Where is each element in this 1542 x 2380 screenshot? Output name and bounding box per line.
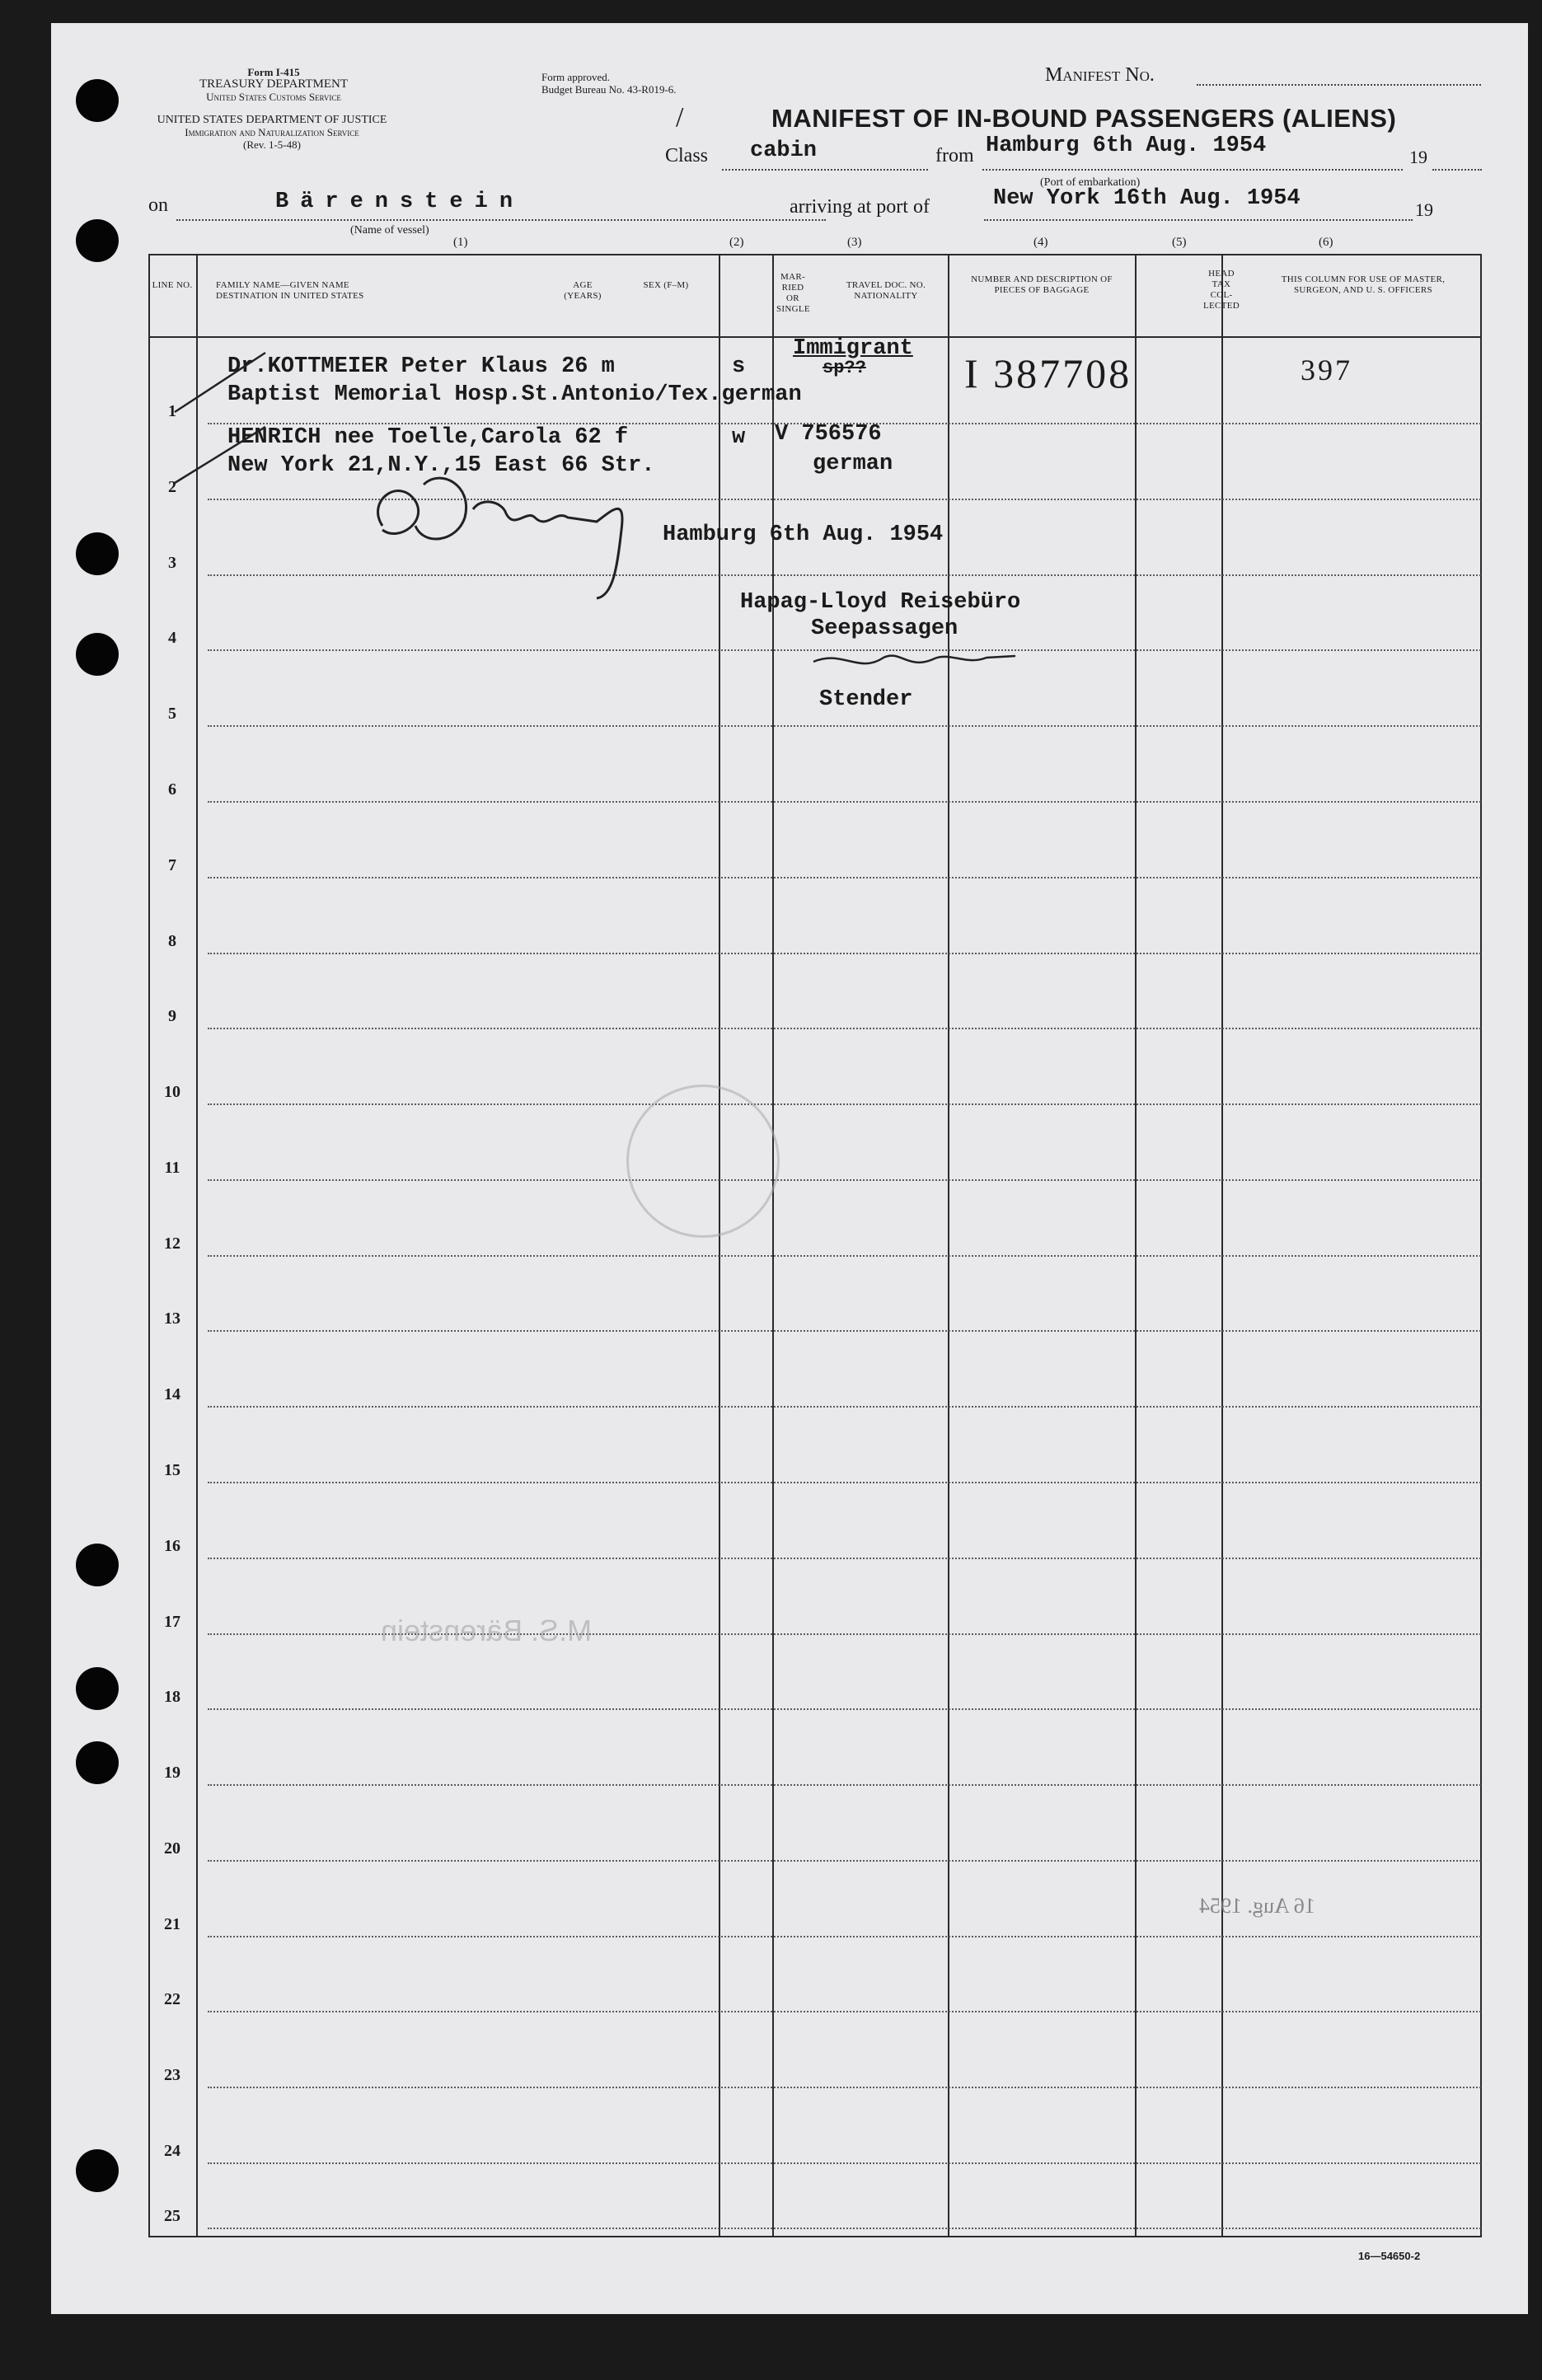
passenger-2-doc: V 756576: [775, 422, 882, 447]
line-number: 16: [164, 1537, 180, 1555]
agent-place-date: Hamburg 6th Aug. 1954: [663, 522, 944, 547]
row-rule: [208, 2228, 1481, 2229]
year-prefix-2: 19: [1415, 199, 1433, 220]
table-bottom-border: [148, 2236, 1482, 2237]
married-divider: [772, 254, 774, 2237]
arrival-value: New York 16th Aug. 1954: [993, 186, 1301, 211]
line-number: 11: [164, 1159, 180, 1177]
row-rule: [208, 1028, 1481, 1029]
row-rule: [208, 1255, 1481, 1257]
col-travel-doc: [824, 280, 948, 302]
customs-service: United States Customs Service: [206, 91, 341, 103]
row-rule: [208, 1558, 1481, 1559]
row-rule: [208, 953, 1481, 954]
col-head-tax: HEAD TAX COL-LECTED: [1203, 269, 1240, 311]
name-divider: [719, 254, 720, 2237]
punch-hole: [76, 532, 119, 575]
col-nationality-label: NATIONALITY: [854, 291, 918, 301]
line-number: 19: [164, 1764, 180, 1782]
signature: [349, 452, 663, 616]
punch-hole: [76, 1667, 119, 1710]
col-travel-doc-label: TRAVEL DOC. NO.: [846, 280, 926, 290]
row-rule: [208, 1103, 1481, 1105]
punch-hole: [76, 633, 119, 676]
line-number: 17: [164, 1613, 180, 1631]
passenger-2-marital: w: [732, 425, 746, 450]
line-no-divider: [196, 254, 198, 2237]
form-approved: Form approved.: [541, 71, 611, 83]
from-value: Hamburg 6th Aug. 1954: [986, 134, 1267, 158]
punch-hole: [76, 2149, 119, 2192]
column-number: (5): [1172, 236, 1187, 249]
justice-department: UNITED STATES DEPARTMENT OF JUSTICE: [157, 114, 387, 126]
punch-hole: [76, 1544, 119, 1586]
line-number: 7: [168, 856, 176, 874]
row-rule: [208, 801, 1481, 803]
table-right-border: [1480, 254, 1482, 2237]
port-embarkation-caption: (Port of embarkation): [1040, 176, 1141, 189]
passenger-2-destination: New York 21,N.Y.,15 East 66 Str.: [227, 453, 655, 478]
line-number: 25: [164, 2207, 180, 2225]
row-rule: [208, 1784, 1481, 1786]
column-number: (1): [453, 236, 468, 249]
line-number: 22: [164, 1990, 180, 2008]
line-number: 3: [168, 554, 176, 572]
agent-initials: [809, 641, 1024, 682]
table-top-border: [148, 254, 1482, 255]
class-value: cabin: [750, 138, 818, 163]
agent-company: Hapag-Lloyd Reisebüro: [740, 590, 1021, 615]
line-number: 24: [164, 2142, 180, 2160]
line-number: 20: [164, 1839, 180, 1858]
year-line: [1432, 169, 1482, 171]
vessel-name: Bärenstein: [275, 190, 525, 214]
row-rule: [208, 2087, 1481, 2088]
col-line-no: LINE NO.: [152, 280, 193, 290]
col-family-name: [216, 280, 364, 302]
line-number: 21: [164, 1915, 180, 1933]
from-line: [982, 169, 1403, 171]
line-number: 5: [168, 705, 176, 723]
line-number: 1: [168, 402, 176, 420]
ins-service: Immigration and Naturalization Service: [185, 126, 359, 138]
budget-bureau: Budget Bureau No. 43-R019-6.: [541, 83, 677, 96]
row-rule: [208, 725, 1481, 727]
form-footer-code: 16—54650-2: [1358, 2250, 1421, 2262]
col-officers: THIS COLUMN FOR USE OF MASTER, SURGEON, AND U. S. OFFICERS: [1281, 274, 1446, 295]
head-tax-divider: [1221, 254, 1223, 2237]
col-family-name-label: FAMILY NAME—GIVEN NAME: [216, 280, 349, 290]
passenger-2-name: HENRICH nee Toelle,Carola 62 f: [227, 425, 629, 450]
budget-block: [541, 71, 756, 96]
cancellation-marks: [166, 336, 315, 501]
column-number: (3): [847, 236, 862, 249]
row-rule: [208, 1179, 1481, 1181]
punch-hole: [76, 1741, 119, 1784]
agent-name: Stender: [819, 687, 913, 712]
manifest-no-label: Manifest No.: [1045, 64, 1155, 86]
line-number: 13: [164, 1309, 180, 1328]
from-label: from: [935, 145, 974, 166]
passenger-1-doc: Immigrant: [793, 336, 913, 361]
row-rule: [208, 2011, 1481, 2012]
passenger-1-marital: s: [732, 354, 746, 379]
column-number: (6): [1319, 236, 1333, 249]
vessel-caption: (Name of vessel): [350, 224, 429, 237]
punch-hole: [76, 219, 119, 262]
col-age: AGE (YEARS): [564, 280, 602, 301]
bleed-round-stamp: [626, 1085, 780, 1238]
line-number: 9: [168, 1007, 176, 1025]
column-number: (2): [729, 236, 744, 249]
line-number: 12: [164, 1235, 180, 1253]
row-rule: [208, 877, 1481, 878]
bleed-vessel-ghost: M.S. Bärenstein: [381, 1614, 593, 1647]
line-number: 18: [164, 1688, 180, 1706]
form-number: Form I-415: [247, 66, 300, 78]
row-rule: [208, 1406, 1481, 1408]
line-number: 6: [168, 780, 176, 799]
revision: (Rev. 1-5-48): [243, 138, 301, 151]
passenger-1-destination: Baptist Memorial Hosp.St.Antonio/Tex.german: [227, 382, 802, 407]
line-number: 8: [168, 932, 176, 950]
passenger-1-officer-mark: 397: [1301, 354, 1352, 387]
line-number: 14: [164, 1385, 180, 1403]
row-rule: [208, 1482, 1481, 1483]
manifest-no-line: [1197, 84, 1481, 86]
vessel-line: [176, 219, 826, 221]
passenger-1-doc-struck: sp??: [823, 358, 866, 378]
agency-block: [150, 66, 397, 103]
passenger-1-name: Dr.KOTTMEIER Peter Klaus 26 m: [227, 354, 615, 379]
column-number: (4): [1033, 236, 1048, 249]
tick-mark: /: [676, 102, 684, 133]
arrival-line: [984, 219, 1413, 221]
manifest-title: MANIFEST OF IN-BOUND PASSENGERS (ALIENS): [771, 104, 1397, 133]
col-sex: SEX (F–M): [643, 280, 689, 290]
agent-department: Seepassagen: [811, 616, 958, 641]
year-prefix: 19: [1409, 147, 1427, 167]
row-rule: [208, 2162, 1481, 2164]
bleed-stamp-ghost: 16 Aug. 1954: [1199, 1894, 1315, 1918]
line-number: 4: [168, 629, 176, 647]
baggage-divider: [1135, 254, 1137, 2237]
punch-hole: [76, 79, 119, 122]
passenger-1-baggage-mark: I 387708: [964, 350, 1132, 396]
row-rule: [208, 1936, 1481, 1937]
col-baggage: NUMBER AND DESCRIPTION OF PIECES OF BAGGAGE: [971, 274, 1113, 295]
row-rule: [208, 1860, 1481, 1862]
class-label: Class: [665, 145, 709, 166]
line-number: 2: [168, 478, 176, 496]
manifest-sheet: [51, 23, 1528, 2314]
col-married: MAR-RIED OR SINGLE: [776, 272, 810, 314]
line-number: 15: [164, 1461, 180, 1479]
line-number: 23: [164, 2066, 180, 2084]
on-label: on: [148, 194, 168, 216]
row-rule: [208, 1330, 1481, 1332]
justice-block: [124, 114, 420, 151]
treasury-department: TREASURY DEPARTMENT: [199, 77, 349, 91]
travel-doc-divider: [948, 254, 949, 2237]
line-number: 10: [164, 1083, 180, 1101]
row-rule: [208, 1708, 1481, 1710]
col-destination-label: DESTINATION IN UNITED STATES: [216, 291, 364, 301]
class-line: [722, 169, 928, 171]
passenger-2-nationality: german: [813, 452, 893, 476]
arriving-label: arriving at port of: [790, 196, 930, 218]
